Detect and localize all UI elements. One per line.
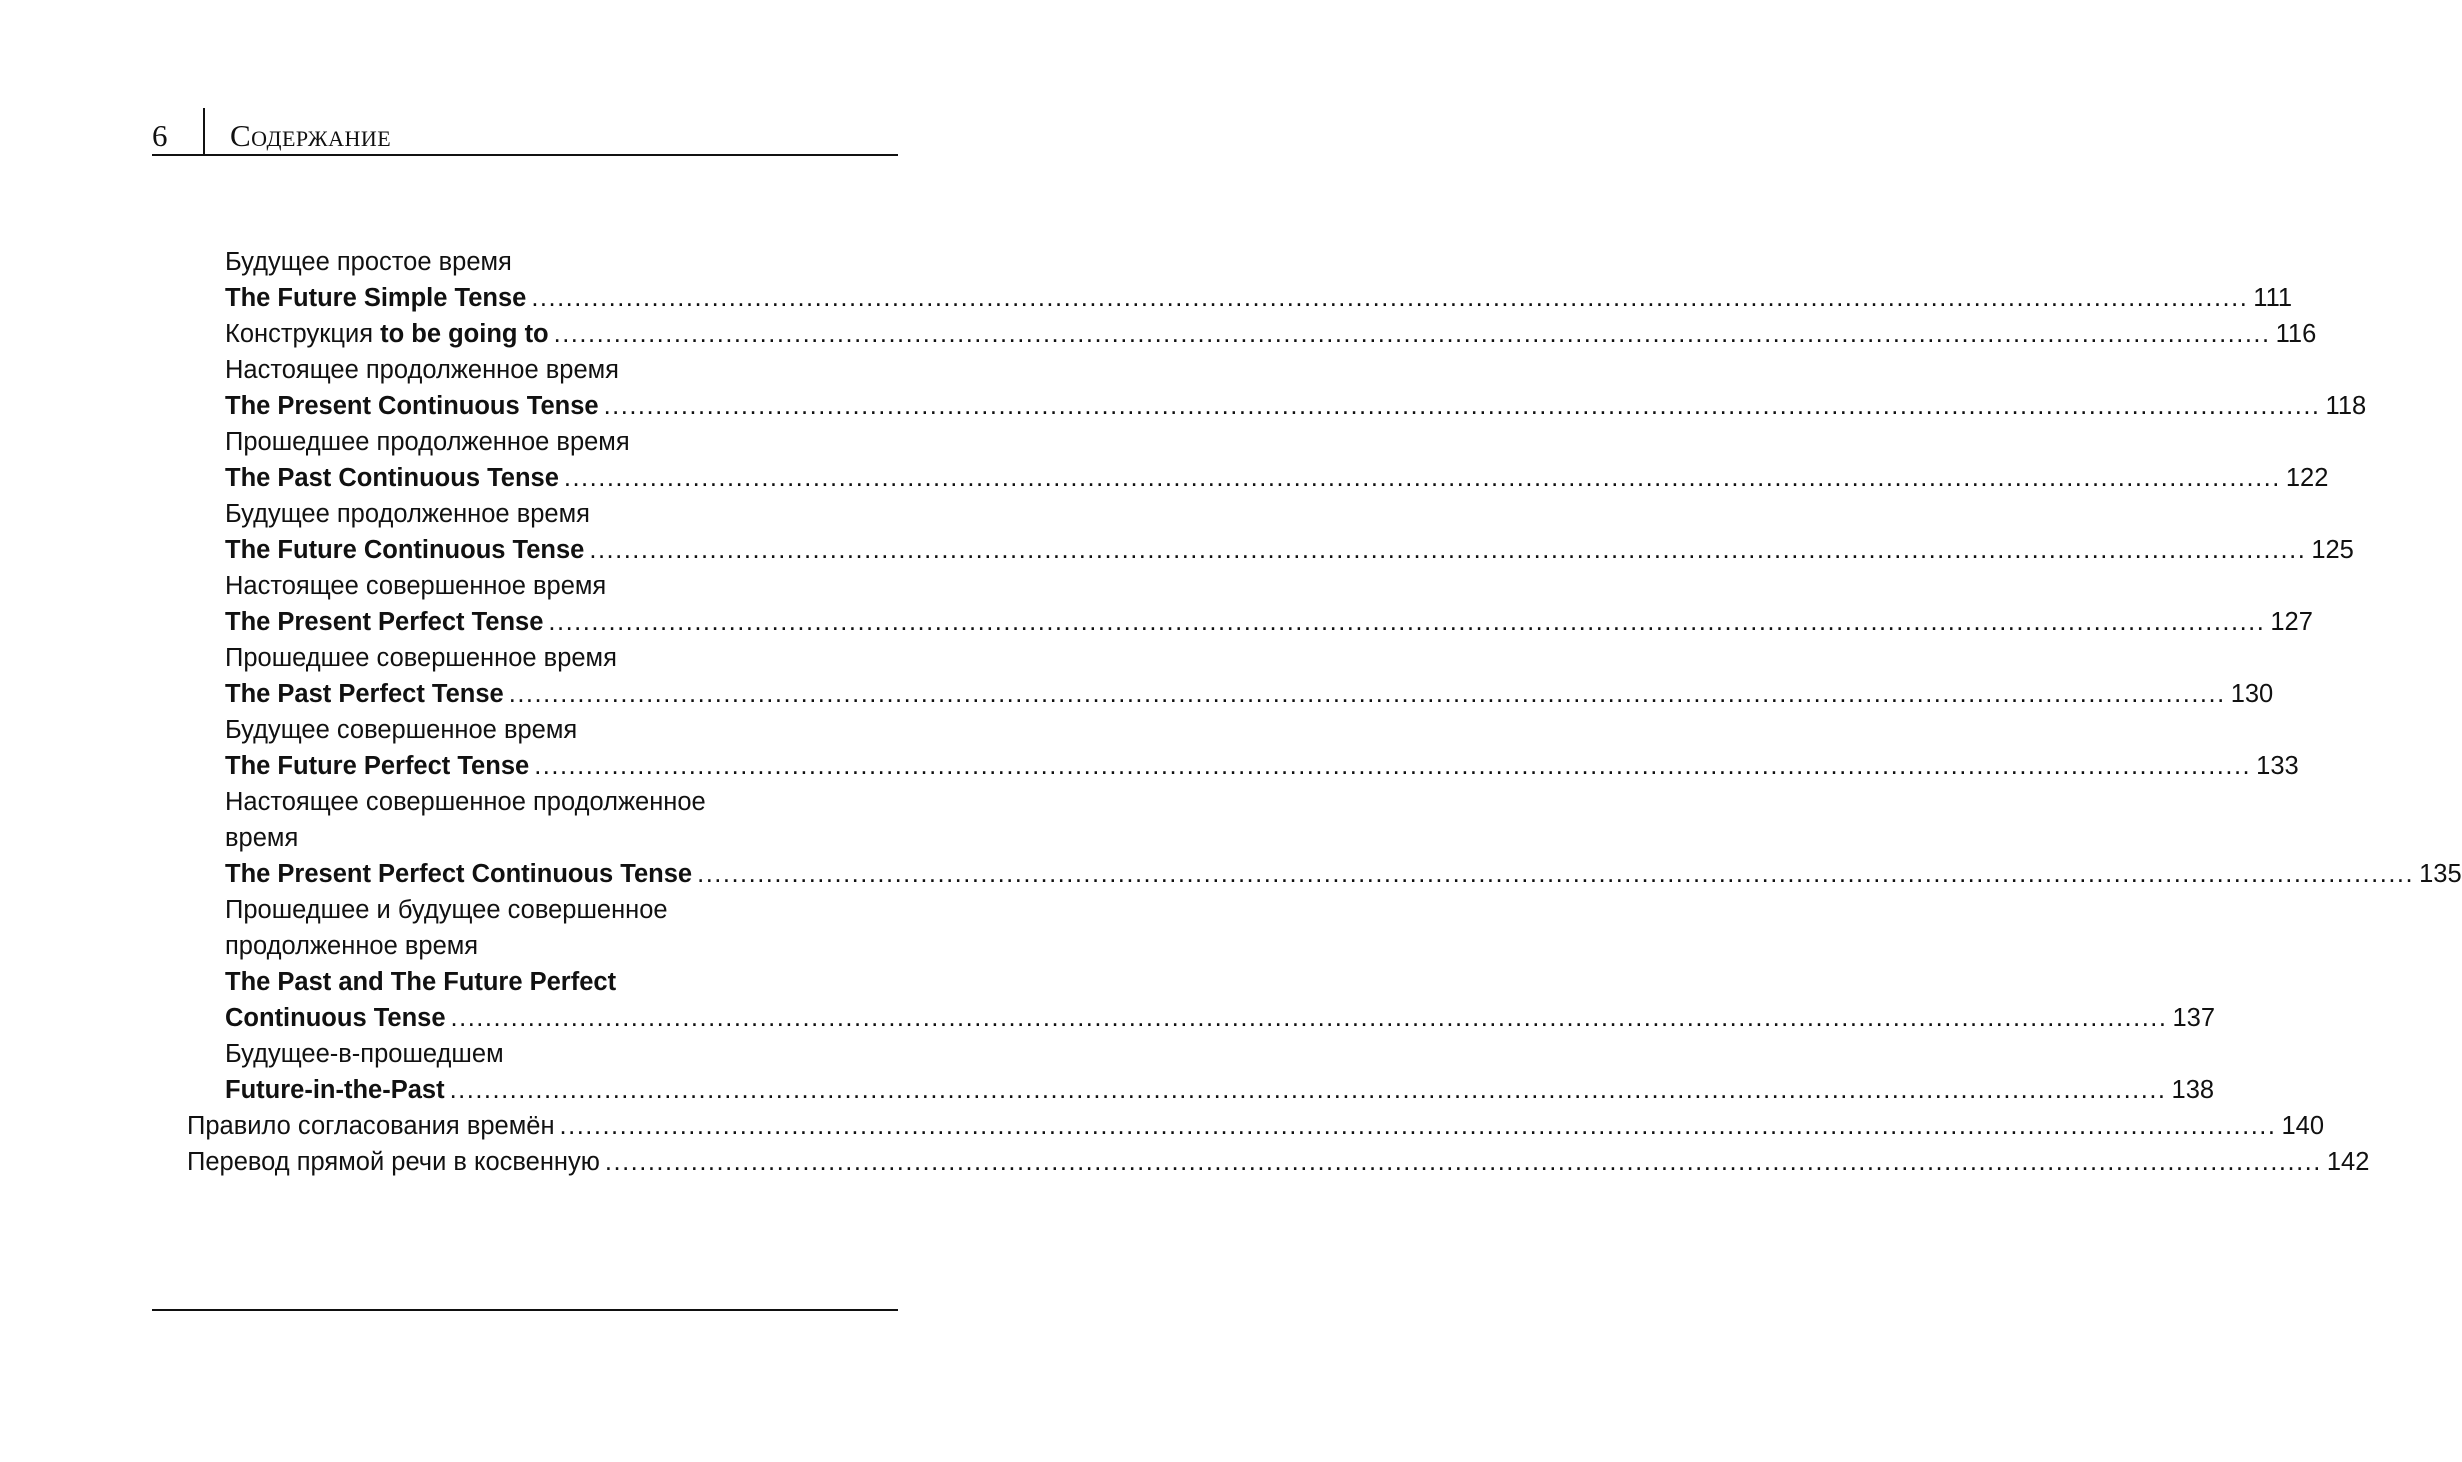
leader-dots: ........................................................................................................................................................................................................ [604, 1148, 2322, 1176]
toc-page-number: 140 [2281, 1112, 2325, 1140]
toc-entry-label: The Future Continuous Tense [225, 536, 585, 564]
toc-page-number: 142 [2326, 1148, 2370, 1176]
toc-page-number: 138 [2171, 1076, 2215, 1104]
toc-subtitle: Прошедшее и будущее совершенное [225, 896, 668, 924]
leader-dots: ........................................................................................................................................................................................................ [449, 1076, 2167, 1104]
leader-dots: ........................................................................................................................................................................................................ [603, 392, 2321, 420]
leader-dots: ........................................................................................................................................................................................................ [531, 284, 2249, 312]
toc-subtitle: продолженное время [225, 932, 479, 960]
toc-subtitle: Настоящее совершенное время [225, 572, 607, 600]
toc-page-number: 130 [2230, 680, 2274, 708]
leader-dots: ........................................................................................................................................................................................................ [559, 1112, 2277, 1140]
toc-entry-label: The Present Continuous Tense [225, 392, 599, 420]
toc-entry-label: The Past Perfect Tense [225, 680, 504, 708]
toc-entry[interactable] [0, 676, 2274, 712]
toc-entry-term: to be going to [380, 320, 549, 348]
toc-page-number: 133 [2256, 752, 2299, 780]
toc-entry-label [225, 316, 549, 352]
toc-page-number: 122 [2285, 464, 2329, 492]
toc-entry[interactable] [0, 280, 2293, 316]
toc-entry[interactable] [0, 604, 2313, 640]
toc-entry-label: The Future Perfect Tense [225, 752, 530, 780]
page-number: 6 [152, 118, 168, 153]
section-title: Содержание [230, 118, 392, 153]
table-of-contents [0, 244, 2462, 1180]
toc-subtitle: Будущее простое время [225, 248, 512, 276]
toc-page-number: 135 [2419, 860, 2462, 888]
toc-subtitle: Прошедшее совершенное время [225, 644, 617, 672]
header-rule [152, 154, 898, 156]
toc-page-number: 116 [2275, 320, 2317, 348]
footer-rule [152, 1309, 898, 1311]
toc-entry[interactable] [0, 316, 2317, 352]
leader-dots: ........................................................................................................................................................................................................ [589, 536, 2307, 564]
toc-page-number: 118 [2325, 392, 2367, 420]
toc-subtitle: Будущее-в-прошедшем [225, 1040, 504, 1068]
toc-entry[interactable] [0, 1072, 2215, 1108]
leader-dots: ........................................................................................................................................................................................................ [548, 608, 2266, 636]
leader-dots: ........................................................................................................................................................................................................ [534, 752, 2252, 780]
toc-entry[interactable] [0, 1108, 2325, 1144]
toc-page-number: 127 [2270, 608, 2313, 636]
toc-subtitle: Настоящее продолженное время [225, 356, 619, 384]
toc-subtitle: Будущее продолженное время [225, 500, 590, 528]
leader-dots: ........................................................................................................................................................................................................ [563, 464, 2281, 492]
toc-entry-label: Правило согласования времён [187, 1112, 555, 1140]
toc-entry-label-line: The Past and The Future Perfect [225, 968, 617, 996]
leader-dots: ........................................................................................................................................................................................................ [697, 860, 2415, 888]
toc-subtitle: время [225, 824, 299, 852]
toc-subtitle: Прошедшее продолженное время [225, 428, 630, 456]
toc-subtitle: Будущее совершенное время [225, 716, 578, 744]
toc-entry-label: Future-in-the-Past [225, 1076, 445, 1104]
leader-dots: ........................................................................................................................................................................................................ [508, 680, 2226, 708]
toc-entry-label: The Present Perfect Tense [225, 608, 544, 636]
toc-entry-label: The Future Simple Tense [225, 284, 527, 312]
toc-entry-label: Перевод прямой речи в косвенную [187, 1148, 600, 1176]
toc-subtitle: Настоящее совершенное продолженное [225, 788, 706, 816]
toc-entry-label: Continuous Tense [225, 1004, 446, 1032]
running-header [152, 108, 898, 156]
toc-page-number: 111 [2253, 284, 2293, 312]
toc-entry-prefix: Конструкция [225, 320, 381, 348]
toc-entry-label: The Present Perfect Continuous Tense [225, 860, 693, 888]
leader-dots: ........................................................................................................................................................................................................ [450, 1004, 2168, 1032]
toc-entry[interactable] [0, 532, 2354, 568]
toc-entry[interactable] [0, 856, 2462, 892]
header-divider [203, 108, 205, 156]
toc-entry[interactable] [0, 460, 2329, 496]
leader-dots: ........................................................................................................................................................................................................ [553, 320, 2271, 348]
toc-entry[interactable] [0, 1144, 2370, 1180]
toc-entry[interactable] [0, 1000, 2216, 1036]
toc-entry[interactable] [0, 748, 2299, 784]
toc-entry-label: The Past Continuous Tense [225, 464, 559, 492]
toc-entry[interactable] [0, 388, 2367, 424]
toc-page-number: 125 [2311, 536, 2354, 564]
toc-page-number: 137 [2172, 1004, 2216, 1032]
